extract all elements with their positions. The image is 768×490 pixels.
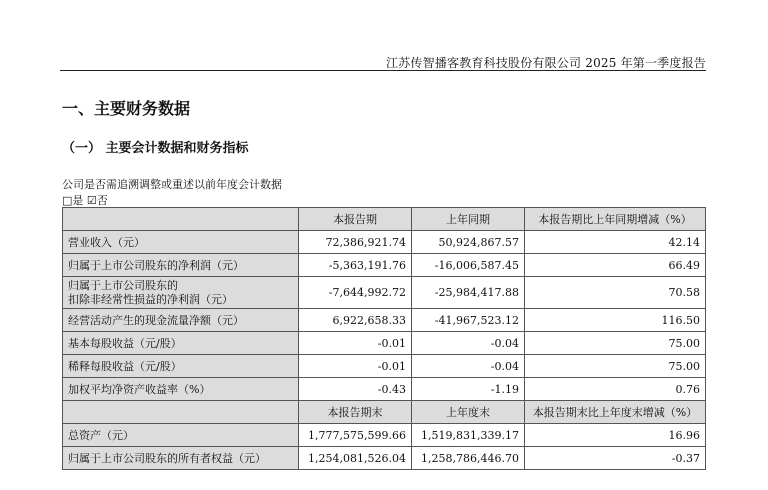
prior-value: -0.04 [412,332,525,355]
header-divider [60,70,706,71]
change-value: -0.37 [525,447,706,470]
header-cell-empty [63,208,299,231]
current-value: 1,777,575,599.66 [299,424,412,447]
option-yes: □是 [62,194,84,207]
header-cell-current-period: 本报告期 [299,208,412,231]
change-value: 116.50 [525,309,706,332]
restatement-question: 公司是否需追溯调整或重述以前年度会计数据 [62,178,282,191]
row-label-line1: 归属于上市公司股东的 [68,278,178,292]
prior-value: -0.04 [412,355,525,378]
row-label: 经营活动产生的现金流量净额（元） [63,309,299,332]
table-row [63,309,706,332]
prior-value: -16,006,587.45 [412,254,525,277]
row-label-line2: 扣除非经常性损益的净利润（元） [68,292,233,306]
row-label: 营业收入（元） [63,231,299,254]
table-row [63,332,706,355]
current-value: 1,254,081,526.04 [299,447,412,470]
table-row [63,447,706,470]
restatement-options [62,192,108,208]
current-value: -0.01 [299,355,412,378]
row-label [63,277,299,309]
prior-value: -25,984,417.88 [412,277,525,309]
header-cell-prior-year-end: 上年度末 [412,401,525,424]
header-cell-change: 本报告期比上年同期增减（%） [525,208,706,231]
table-row [63,378,706,401]
table-row [63,277,706,309]
row-label: 加权平均净资产收益率（%） [63,378,299,401]
option-no: ☑否 [86,194,108,207]
change-value: 75.00 [525,332,706,355]
current-value: -0.01 [299,332,412,355]
row-label: 基本每股收益（元/股） [63,332,299,355]
header-cell-change: 本报告期末比上年度末增减（%） [525,401,706,424]
change-value: 75.00 [525,355,706,378]
table-row [63,231,706,254]
change-value: 70.58 [525,277,706,309]
prior-value: -41,967,523.12 [412,309,525,332]
report-header: 江苏传智播客教育科技股份有限公司 2025 年第一季度报告 [386,56,706,70]
header-cell-prior-period: 上年同期 [412,208,525,231]
row-label: 归属于上市公司股东的所有者权益（元） [63,447,299,470]
table-row [63,355,706,378]
current-value: -5,363,191.76 [299,254,412,277]
header-cell-period-end: 本报告期末 [299,401,412,424]
current-value: 6,922,658.33 [299,309,412,332]
subsection-title: （一） 主要会计数据和财务指标 [62,141,249,156]
prior-value: -1.19 [412,378,525,401]
prior-value: 1,519,831,339.17 [412,424,525,447]
change-value: 66.49 [525,254,706,277]
table-row [63,424,706,447]
prior-value: 50,924,867.57 [412,231,525,254]
prior-value: 1,258,786,446.70 [412,447,525,470]
row-label: 总资产（元） [63,424,299,447]
row-label: 稀释每股收益（元/股） [63,355,299,378]
section-title: 一、主要财务数据 [62,99,191,118]
table-row [63,254,706,277]
change-value: 42.14 [525,231,706,254]
change-value: 16.96 [525,424,706,447]
change-value: 0.76 [525,378,706,401]
table-header-row [63,401,706,424]
header-cell-empty [63,401,299,424]
current-value: 72,386,921.74 [299,231,412,254]
table-header-row [63,208,706,231]
current-value: -0.43 [299,378,412,401]
financial-data-table [62,207,706,470]
current-value: -7,644,992.72 [299,277,412,309]
row-label: 归属于上市公司股东的净利润（元） [63,254,299,277]
